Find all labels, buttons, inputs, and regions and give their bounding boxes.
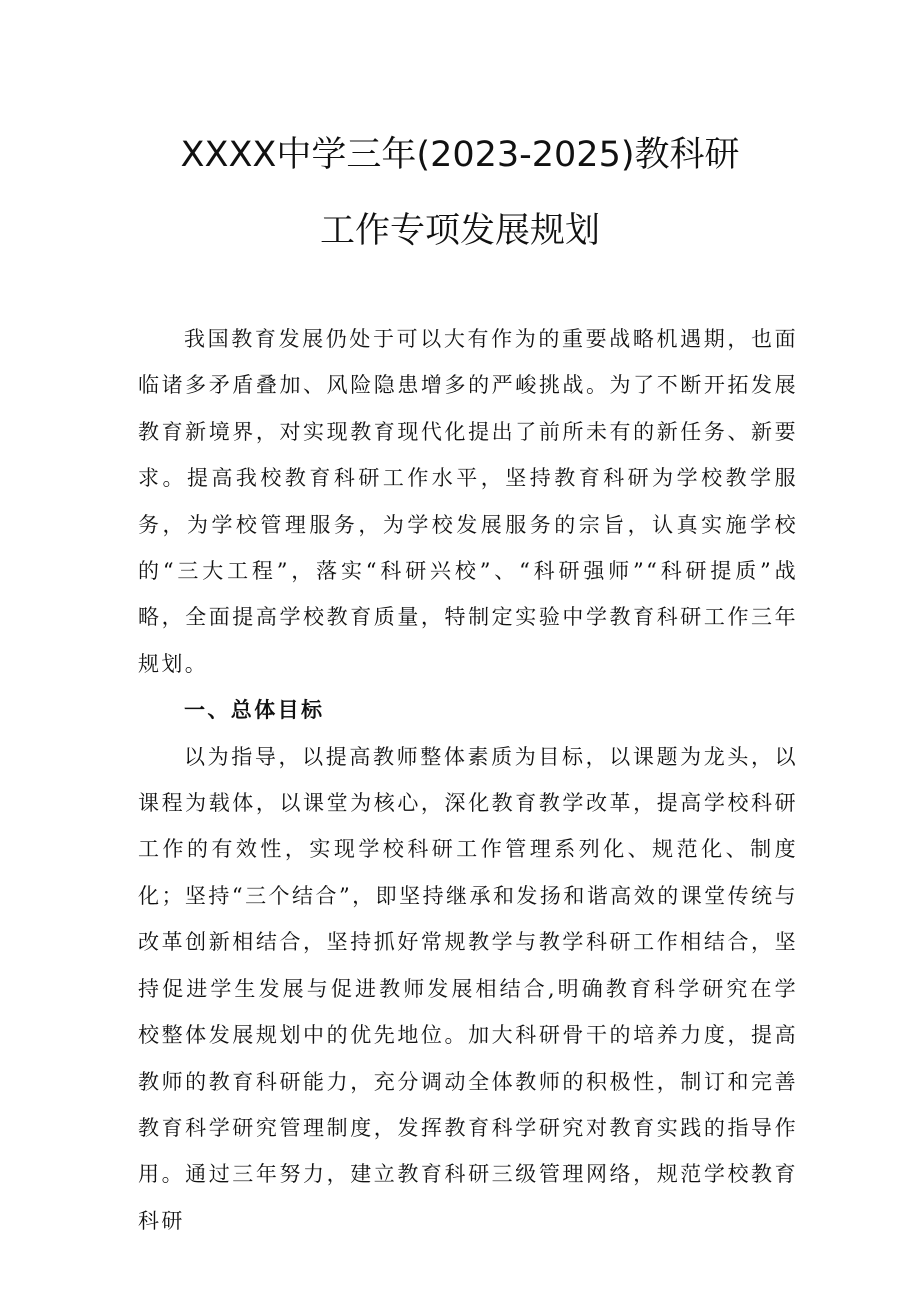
document-title-line-2: 工作专项发展规划 (319, 211, 600, 251)
intro-paragraph: 我国教育发展仍处于可以大有作为的重要战略机遇期，也面临诸多矛盾叠加、风险隐患增多的严峻挑战。为了不断开拓发展教育新境界，对实现教育现代化提出了前所未有的新任务、新要求。提高我校教育科研工作水平，坚持教育科研为学校教学服务，为学校管理服务，为学校发展服务的宗旨，认真实施学校的“三大工程”，落实“科研兴校”、“科研强师”“科研提质”战略，全面提高学校教育质量，特制定实验中学教育科研工作三年规划。 (138, 327, 798, 676)
document-body (138, 316, 798, 1244)
overall-goals-paragraph: 以为指导，以提高教师整体素质为目标，以课题为龙头，以课程为载体，以课堂为核心，深化教育教学改革，提高学校科研工作的有效性，实现学校科研工作管理系列化、规范化、制度化；坚持“三个结合”，即坚持继承和发扬和谐高效的课堂传统与改革创新相结合，坚持抓好常规教学与教学科研工作相结合，坚持促进学生发展与促进教师发展相结合,明确教育科学研究在学校整体发展规划中的优先地位。加大科研骨干的培养力度，提高教师的教育科研能力，充分调动全体教师的积极性，制订和完善教育科学研究管理制度，发挥教育科学研究对教育实践的指导作用。通过三年努力，建立教育科研三级管理网络，规范学校教育科研 (138, 744, 798, 1233)
document-title-line-1: XXXX中学三年(2023-2025)教科研 (180, 135, 740, 175)
section-heading-overall-goals: 一、总体目标 (184, 698, 325, 723)
